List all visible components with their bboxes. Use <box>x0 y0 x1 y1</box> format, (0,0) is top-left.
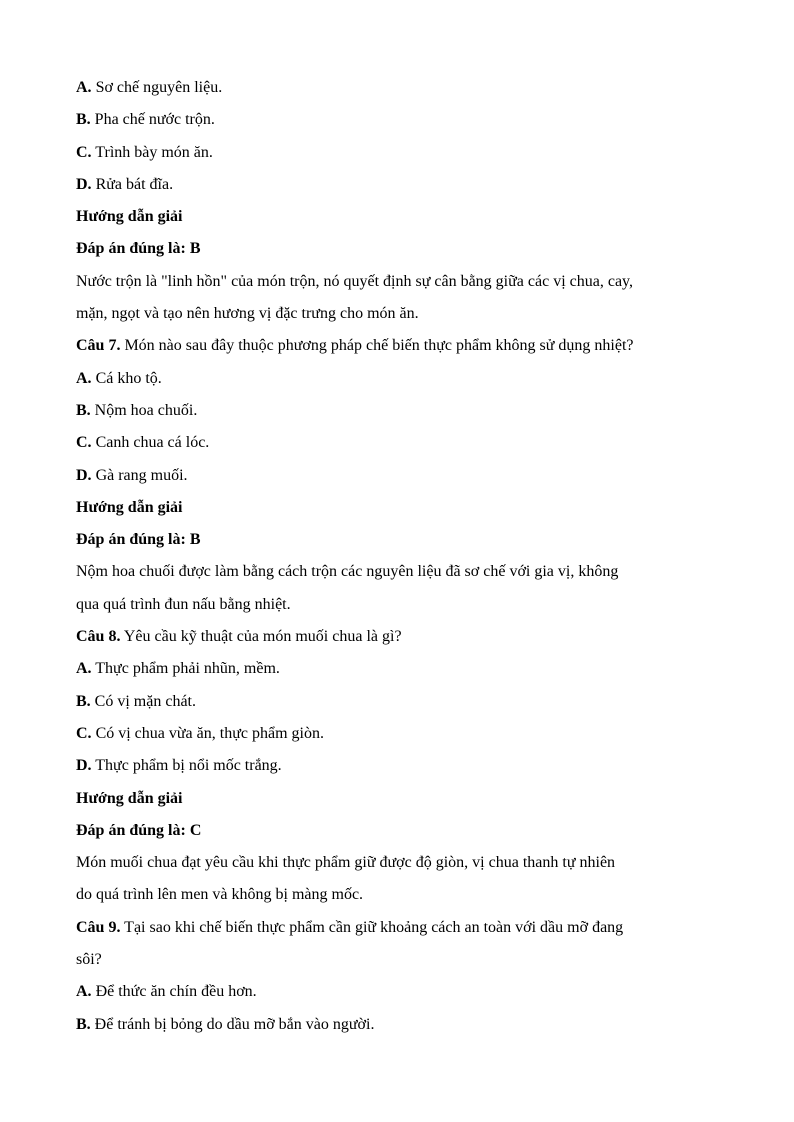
q8-option-b: B. Có vị mặn chát. <box>76 692 196 710</box>
q8-question: Câu 8. Yêu cầu kỹ thuật của món muối chua là gì? <box>76 628 402 646</box>
q7-answer: Đáp án đúng là: B <box>76 531 201 549</box>
q8-explanation-line-1: Món muối chua đạt yêu cầu khi thực phẩm giữ được độ giòn, vị chua thanh tự nhiên <box>76 854 616 872</box>
q7-option-d: D. Gà rang muối. <box>76 466 188 484</box>
q8-option-c: C. Có vị chua vừa ăn, thực phẩm giòn. <box>76 724 324 742</box>
q9-question-line-1: Câu 9. Tại sao khi chế biến thực phẩm cần giữ khoảng cách an toàn với dầu mỡ đang <box>76 918 624 936</box>
q8-guide-heading: Hướng dẫn giải <box>76 789 183 807</box>
q6-explanation-line-1: Nước trộn là "linh hồn" của món trộn, nó quyết định sự cân bằng giữa các vị chua, cay, <box>76 272 634 290</box>
q6-option-b: B. Pha chế nước trộn. <box>76 111 215 129</box>
q9-option-b: B. Để tránh bị bỏng do dầu mỡ bắn vào người. <box>76 1015 375 1033</box>
q8-explanation-line-2: do quá trình lên men và không bị màng mốc. <box>76 886 364 904</box>
q6-explanation-line-2: mặn, ngọt và tạo nên hương vị đặc trưng cho món ăn. <box>76 305 419 323</box>
q6-answer: Đáp án đúng là: B <box>76 240 201 258</box>
q9-option-a: A. Để thức ăn chín đều hơn. <box>76 983 257 1001</box>
q7-explanation-line-1: Nộm hoa chuối được làm bằng cách trộn các nguyên liệu đã sơ chế với gia vị, không <box>76 563 619 581</box>
q7-guide-heading: Hướng dẫn giải <box>76 498 183 516</box>
q8-option-a: A. Thực phẩm phải nhũn, mềm. <box>76 660 280 678</box>
q6-option-c: C. Trình bày món ăn. <box>76 143 213 161</box>
q9-question-line-2: sôi? <box>76 951 102 969</box>
q6-guide-heading: Hướng dẫn giải <box>76 208 183 226</box>
q8-answer: Đáp án đúng là: C <box>76 821 202 839</box>
q7-option-c: C. Canh chua cá lóc. <box>76 434 210 452</box>
q7-option-b: B. Nộm hoa chuối. <box>76 401 198 419</box>
q8-option-d: D. Thực phẩm bị nổi mốc trắng. <box>76 757 282 775</box>
document-page <box>76 72 726 1041</box>
q7-option-a: A. Cá kho tộ. <box>76 369 162 387</box>
q7-question: Câu 7. Món nào sau đây thuộc phương pháp chế biến thực phẩm không sử dụng nhiệt? <box>76 337 634 355</box>
q6-option-a: A. Sơ chế nguyên liệu. <box>76 79 223 96</box>
q7-explanation-line-2: qua quá trình đun nấu bằng nhiệt. <box>76 595 291 613</box>
q6-option-d: D. Rửa bát đĩa. <box>76 175 174 193</box>
